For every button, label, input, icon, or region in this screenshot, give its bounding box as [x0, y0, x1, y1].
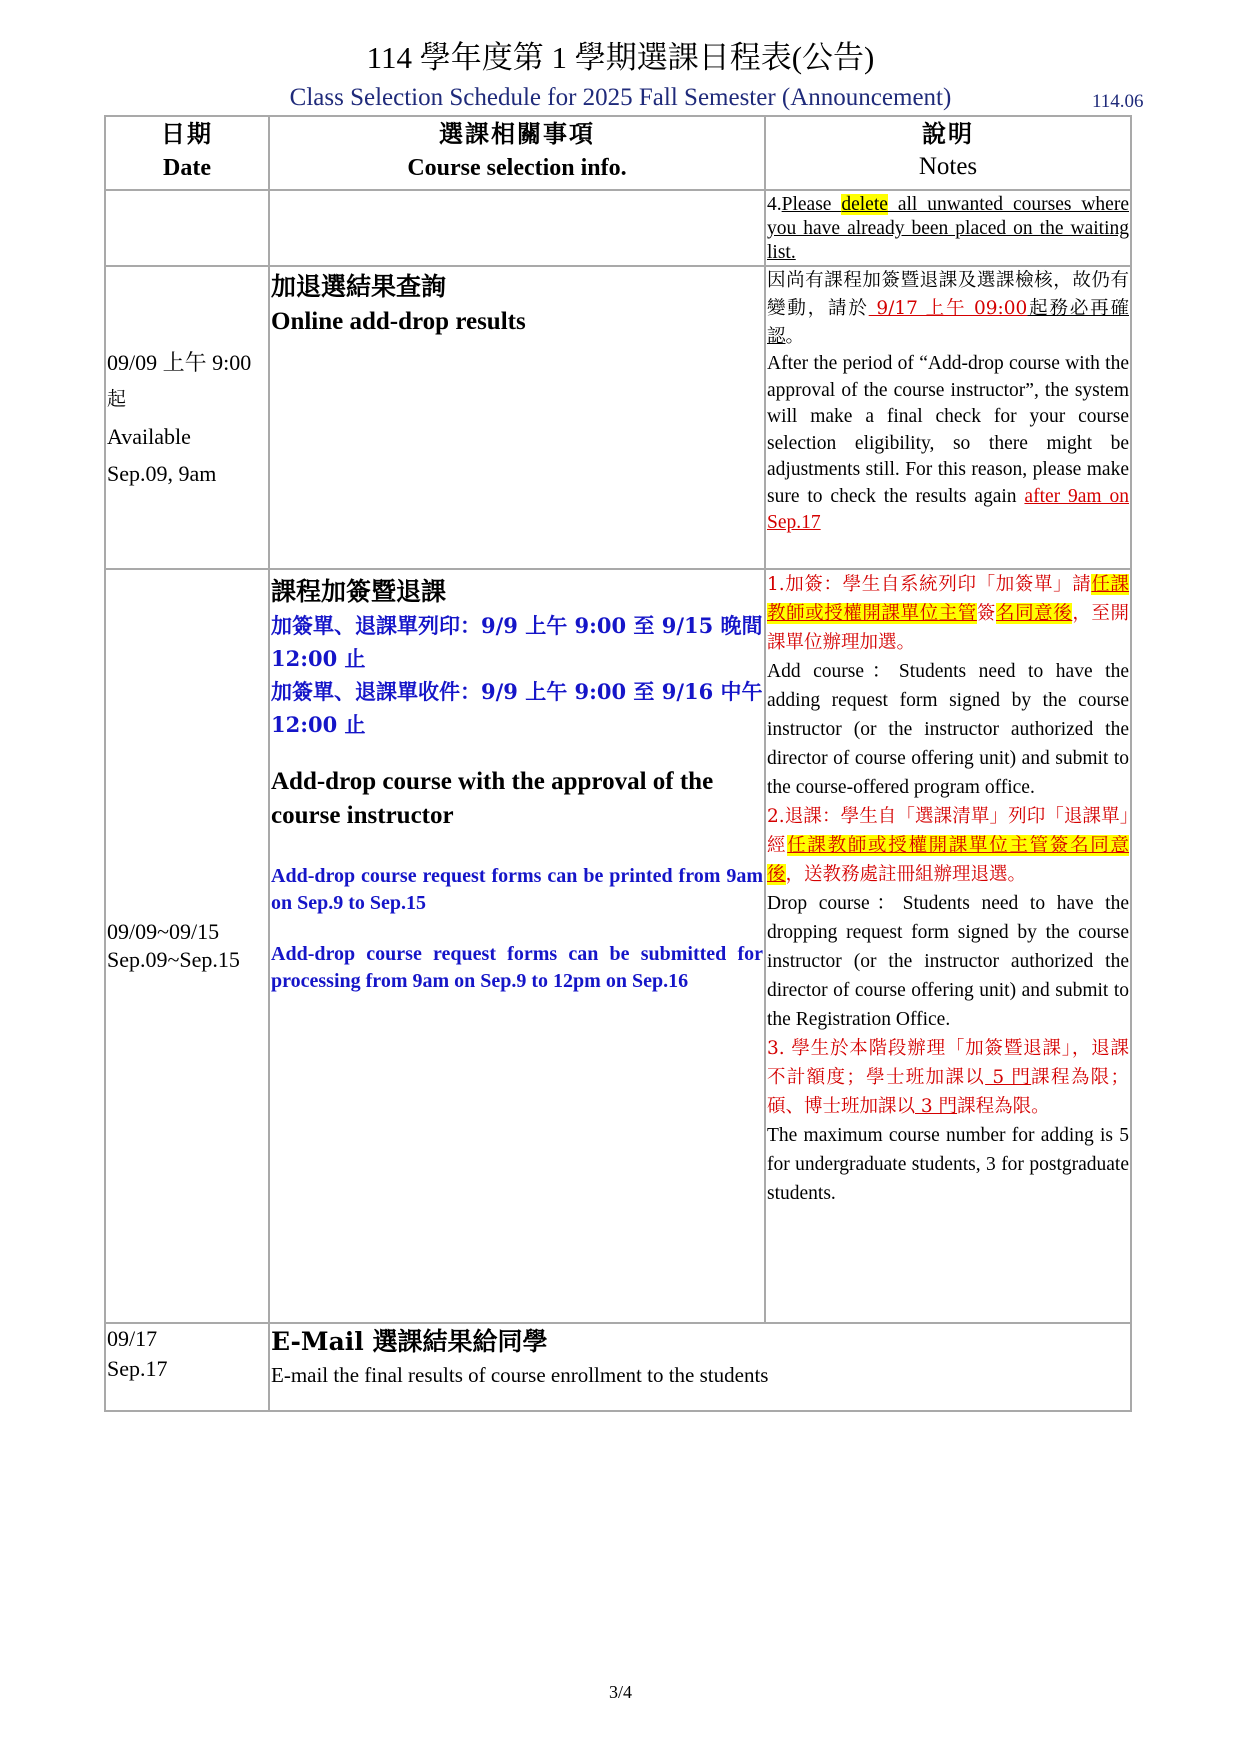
- row2-notes: 1.加簽：學生自系統列印「加簽單」請任課教師或授權開課單位主管簽名同意後，至開課單位辦理加選。 Add course：Students need to have the adding request form signed by the course instructor (or the instructor authorized the director of course offering unit) and submit to the course-offered program office. 2.退課：學生自「選課清單」列印「退課單」經任課教師或授權開課單位主管簽名同意後，送教務處註冊組辦理退選。 Drop course：Students need to have the dropping request form signed by the course instructor (or the instructor authorized the director of course offering unit) and submit to the Registration Office. 3. 學生於本階段辦理「加簽暨退課」，退課不計額度；學士班加課以 5 門課程為限；碩、博士班加課以 3 門課程為限。 The maximum course number for adding is 5 for undergraduate students, 3 for postgraduate students.: [765, 569, 1131, 1323]
- header-info-en: Course selection info.: [407, 155, 627, 181]
- header-notes-en: Notes: [918, 153, 978, 180]
- header-info: [269, 116, 765, 190]
- doc-number: 114.06: [1092, 91, 1144, 112]
- row1-notes: 因尚有課程加簽暨退課及選課檢核，故仍有變動，請於 9/17 上午 09:00起務必再確認。 After the period of “Add-drop course with the approval of the course instructor”, the system will make a final check for your course selection eligibility, so there might be adjustments still. For this reason, please make sure to check the results again after 9am on Sep.17: [765, 266, 1131, 569]
- header-date-zh: 日期: [161, 119, 213, 148]
- row1-title-zh: 加退選結果查詢: [271, 272, 447, 301]
- page-number: 3/4: [608, 1682, 632, 1702]
- row0-date: [105, 190, 269, 266]
- row3-info: [269, 1323, 1131, 1411]
- row3-desc: E-mail the final results of course enrollment to the students: [271, 1363, 769, 1387]
- row1-info: [269, 266, 765, 569]
- header-date: [105, 116, 269, 190]
- row0-notes: 4.Please delete all unwanted courses where you have already been placed on the waiting list.: [765, 190, 1131, 266]
- header-info-zh: 選課相關事項: [439, 119, 595, 148]
- header-row: [105, 116, 1131, 190]
- table-row: [105, 266, 1131, 569]
- header-date-en: Date: [163, 155, 211, 181]
- row1-title-en: Online add-drop results: [271, 308, 526, 335]
- title-zh: 114 學年度第 1 學期選課日程表(公告): [366, 40, 875, 75]
- header-notes: [765, 116, 1131, 190]
- row2-title-en: Add-drop course with the approval of the course instructor: [271, 768, 714, 829]
- delete-highlight: delete: [841, 194, 888, 215]
- row2-date: 09/09~09/15 Sep.09~Sep.15: [105, 569, 269, 1323]
- schedule-table: [104, 115, 1132, 1412]
- row0-info: [269, 190, 765, 266]
- title-en: Class Selection Schedule for 2025 Fall Semester (Announcement): [289, 84, 952, 111]
- table-row: [105, 1323, 1131, 1411]
- row3-date: 09/17 Sep.17: [105, 1323, 269, 1411]
- row1-date: 09/09 上午 9:00 起 Available Sep.09, 9am: [105, 266, 269, 569]
- header-notes-zh: 說明: [922, 119, 974, 148]
- row2-title-zh: 課程加簽暨退課: [271, 577, 447, 606]
- row2-info: 課程加簽暨退課 加簽單、退課單列印：9/9 上午 9:00 至 9/15 晚間 12:00 止 加簽單、退課單收件：9/9 上午 9:00 至 9/16 中午 12:00 止 Add-drop course with the approval of the course instructor Add-drop course request forms can be printed from 9am on Sep.9 to Sep.15 Add-drop course request forms can be submitted for processing from 9am on Sep.9 to 12pm on Sep.16: [269, 569, 765, 1323]
- table-row: [105, 190, 1131, 266]
- row3-title: E-Mail 選課結果給同學: [271, 1327, 548, 1356]
- table-row: [105, 569, 1131, 1323]
